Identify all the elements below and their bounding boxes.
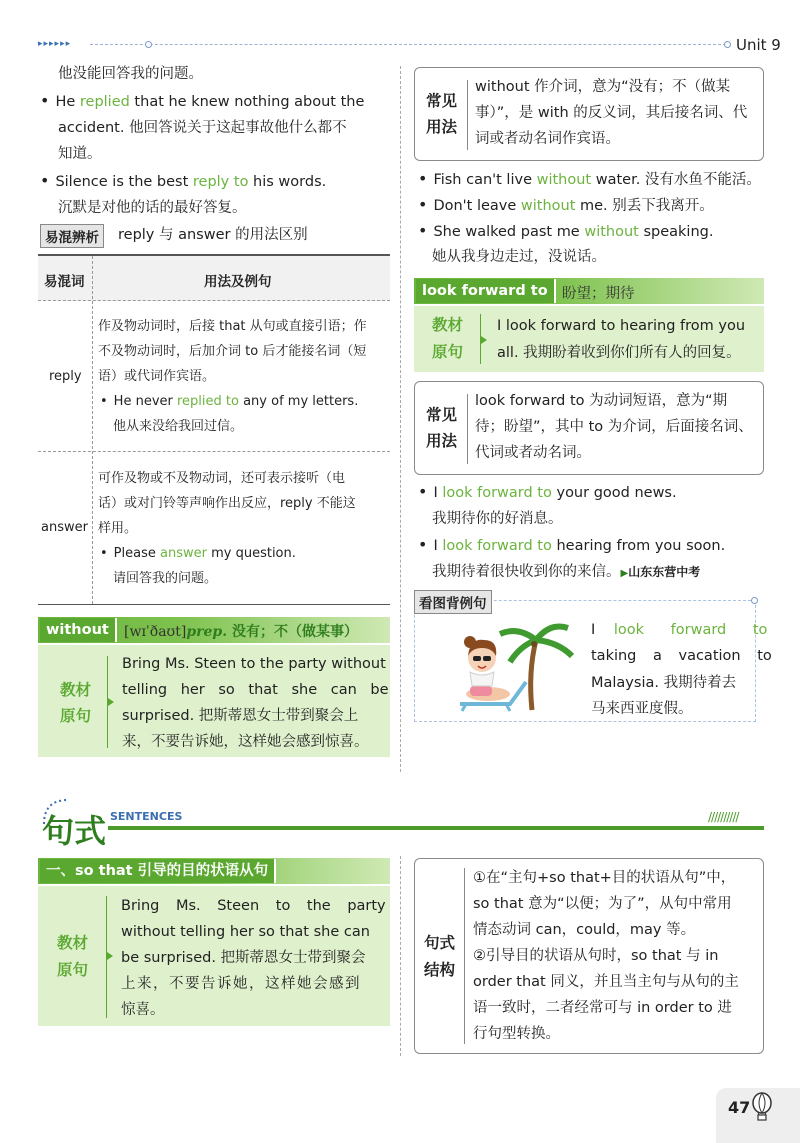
without-source-label-2: 原句	[60, 707, 92, 725]
structure-label-2: 结构	[424, 961, 456, 979]
left-example-1-cont2: 知道。	[58, 146, 102, 162]
table-answer-example-cn: 请回答我的问题。	[113, 571, 218, 586]
lft-phrase: look forward to	[416, 279, 556, 303]
lft-source-label-1: 教材	[432, 316, 464, 334]
picture-sentence-1: I look forward to	[591, 622, 768, 638]
sentence-src-2: without telling her so that she can	[121, 924, 370, 940]
column-divider	[400, 66, 401, 772]
header-dot-left	[145, 41, 152, 48]
usage2-label-1: 常见	[426, 406, 458, 424]
without-sentence-4: 来，不要告诉她，这样她会感到惊喜。	[122, 734, 369, 750]
structure-text-7: 行句型转换。	[473, 1026, 560, 1042]
right-example-1: • Fish can't live without water. 没有水鱼不能活。	[418, 169, 761, 188]
table-word-reply: reply	[49, 369, 82, 384]
table-col-sep	[92, 256, 93, 604]
structure-label-1: 句式	[424, 934, 456, 952]
right-example-2: • Don't leave without me. 别丢下我离开。	[418, 195, 714, 214]
without-sentence-3: surprised. 把斯蒂恩女士带到聚会上	[122, 708, 359, 724]
right-example-5: • I look forward to hearing from you soon.	[418, 535, 726, 554]
picture-sentence-4: 马来西亚度假。	[591, 701, 693, 717]
left-example-1: • He replied that he knew nothing about the	[40, 91, 365, 110]
right-example-3: • She walked past me without speaking.	[418, 221, 714, 240]
right-example-3-cn: 她从我身边走过，没说话。	[432, 249, 606, 265]
header-dot-right	[724, 41, 731, 48]
usage2-bar	[467, 394, 468, 464]
section-title-en: SENTENCES	[110, 810, 183, 823]
section-title: 句式	[42, 812, 107, 850]
section-slashes: //////////	[708, 810, 739, 824]
table-answer-line3: 样用。	[98, 521, 138, 536]
usage-label-1: 常见	[426, 92, 458, 110]
usage2-label-2: 用法	[426, 432, 458, 450]
sentence-src-4: 上来，不要告诉她，这样她会感到	[121, 976, 361, 992]
table-reply-line3: 语）或代词作宾语。	[98, 369, 216, 384]
structure-text-5: order that 同义，并且当主句与从句的主	[473, 974, 739, 990]
table-header-usage: 用法及例句	[204, 274, 272, 290]
structure-text-6: 语一致时，二者经常可与 in order to 进	[473, 1000, 732, 1016]
usage-text-2: 事）”，是 with 的反义词，其后接名词、代	[475, 105, 748, 121]
sentence-src-5: 惊喜。	[121, 1002, 165, 1018]
sentence-point-label: 一、so that 引导的目的状语从句	[40, 859, 276, 883]
structure-text-1: ①在“主句+so that+目的状语从句”中，	[473, 870, 736, 886]
vacation-illustration-icon	[440, 612, 580, 712]
table-answer-line1: 可作及物或不及物动词，还可表示接听（电	[98, 471, 346, 486]
without-definition: [wɪˈðaʊt]prep. 没有；不（做某事）	[124, 624, 358, 640]
table-word-answer: answer	[41, 520, 88, 535]
page-number: 47	[728, 1098, 751, 1117]
picture-sentence-2: taking a vacation to	[591, 648, 772, 664]
table-reply-line2: 不及物动词时，后加介词 to 后才能接名词（短	[98, 344, 367, 359]
without-sentence-1: Bring Ms. Steen to the party without	[122, 656, 386, 672]
balloon-icon	[750, 1092, 774, 1122]
sentence-source-label-1: 教材	[57, 934, 89, 952]
table-answer-line2: 话）或对门铃等声响作出反应，reply 不能这	[98, 496, 356, 511]
header-arrows: ▸▸▸▸▸▸	[38, 39, 72, 49]
table-answer-example: • Please answer my question.	[100, 546, 296, 561]
header-rule	[90, 44, 726, 45]
without-source-arrow	[108, 698, 114, 706]
table-header-word: 易混词	[44, 274, 85, 290]
sentence-source-label-2: 原句	[57, 961, 89, 979]
left-example-2-cn: 沉默是对他的话的最好答复。	[58, 200, 247, 216]
table-row-sep	[38, 451, 390, 452]
usage2-text-2: 待；盼望”，其中 to 为介词，后面接名词、	[475, 419, 753, 435]
sentence-src-3: be surprised. 把斯蒂恩女士带到聚会	[121, 950, 366, 966]
right-example-4-cn: 我期待你的好消息。	[432, 511, 563, 527]
confuse-tag: 易混辨析	[40, 224, 104, 248]
sentence-src-1: Bring Ms. Steen to the party	[121, 898, 386, 914]
usage-text-3: 词或者动名词作宾语。	[475, 131, 620, 147]
picture-tag: 看图背例句	[414, 590, 492, 614]
usage-bar	[467, 80, 468, 150]
table-bottom-rule	[38, 604, 390, 605]
without-word: without	[40, 618, 117, 642]
table-reply-example-cn: 他从来没给我回过信。	[113, 419, 244, 434]
without-sentence-2: telling her so that she can be	[122, 682, 389, 698]
left-example-1-cont: accident. 他回答说关于这起事故他什么都不	[58, 120, 347, 136]
without-source-label-1: 教材	[60, 681, 92, 699]
structure-text-4: ②引导目的状语从句时，so that 与 in	[473, 948, 719, 964]
right-example-4: • I look forward to your good news.	[418, 482, 677, 501]
usage2-text-1: look forward to 为动词短语，意为“期	[475, 393, 728, 409]
picture-sentence-3: Malaysia. 我期待着去	[591, 675, 737, 691]
usage2-text-3: 代词或者动名词。	[475, 445, 591, 461]
sentence-column-divider	[400, 856, 401, 1056]
lft-source-arrow	[481, 336, 487, 344]
left-example-2: • Silence is the best reply to his words.	[40, 171, 327, 190]
confuse-title: reply 与 answer 的用法区别	[118, 227, 308, 243]
structure-text-2: so that 意为“以便；为了”，从句中常用	[473, 896, 732, 912]
sentence-source-arrow	[107, 952, 113, 960]
table-reply-line1: 作及物动词时，后接 that 从句或直接引语；作	[98, 319, 367, 334]
lft-sentence-1: I look forward to hearing from you	[497, 318, 746, 334]
section-rule	[108, 826, 764, 830]
picture-box-dot	[751, 597, 758, 604]
table-reply-example: • He never replied to any of my letters.	[100, 394, 359, 409]
usage-text-1: without 作介词，意为“没有；不（做某	[475, 79, 731, 95]
usage-label-2: 用法	[426, 118, 458, 136]
structure-bar	[464, 868, 465, 1044]
left-line0: 他没能回答我的问题。	[58, 66, 203, 82]
lft-sentence-2: all. 我期盼着收到你们所有人的回复。	[497, 345, 741, 361]
right-example-5-cn: 我期待着很快收到你的来信。▶山东东营中考	[432, 564, 701, 580]
structure-text-3: 情态动词 can，could，may 等。	[473, 922, 696, 938]
lft-source-label-2: 原句	[432, 343, 464, 361]
unit-label: Unit 9	[736, 36, 781, 54]
lft-meaning: 盼望；期待	[562, 286, 635, 302]
